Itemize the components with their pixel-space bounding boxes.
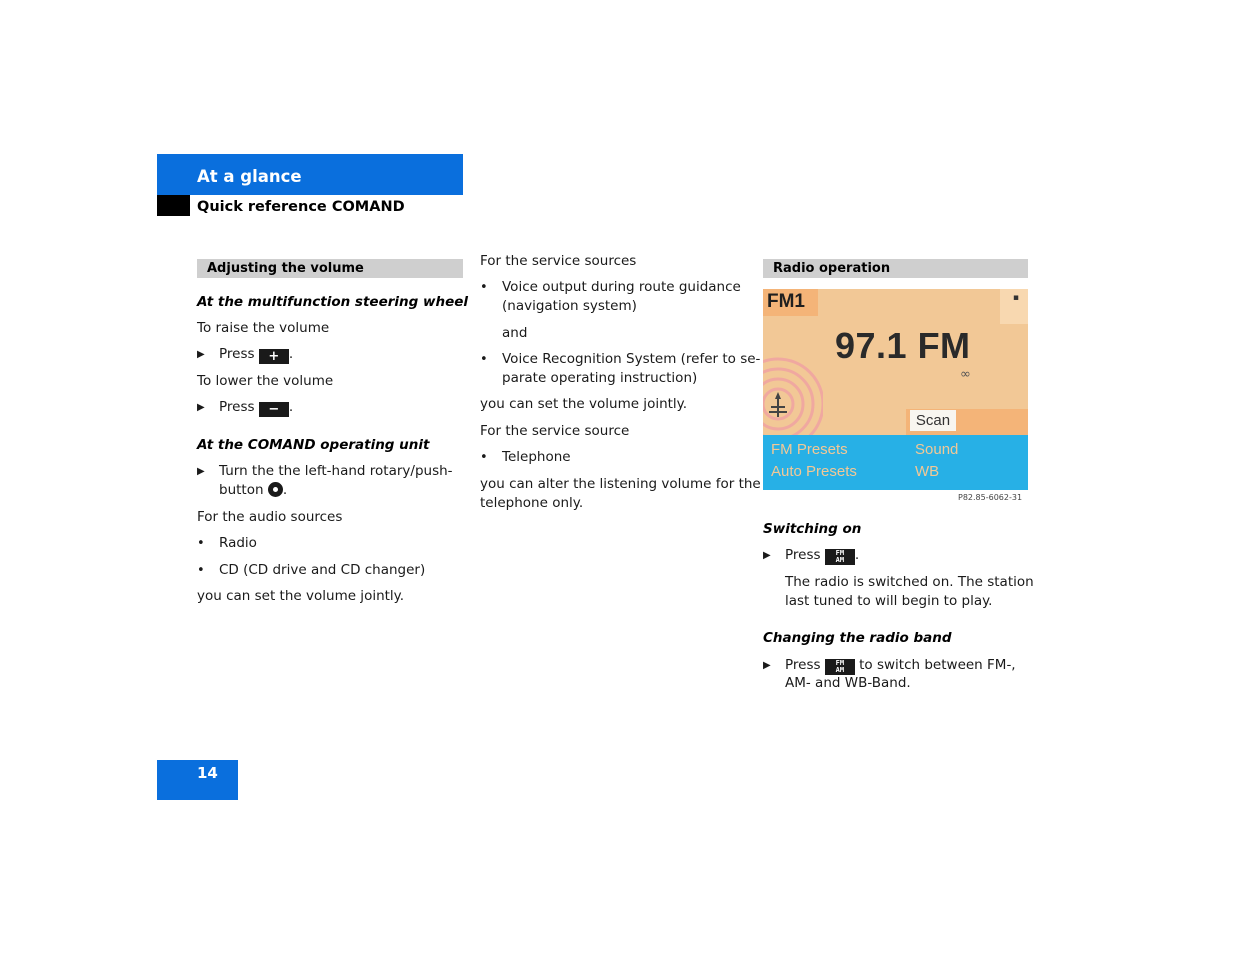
bullet-icon: • [480,280,488,295]
list-item-text: Radio [219,535,257,551]
switched-on-text-2: last tuned to will begin to play. [785,593,993,609]
switch-text-1: to switch between FM-, [859,657,1016,673]
arrow-icon: ▶ [763,660,771,671]
press-text: Press [219,346,255,362]
press-text: Press [785,657,821,673]
frequency-display: 97.1 FM [835,325,971,366]
band-label: FM1 [767,291,805,312]
menu-sound: Sound [915,441,959,458]
bullet-icon: • [480,450,488,465]
lower-volume-label: To lower the volume [197,373,334,389]
section-heading-radio: Radio operation [763,259,1028,278]
header-marker [157,195,190,216]
bullet-icon: • [480,352,488,367]
image-caption: P82.85-6062-31 [958,493,1023,502]
fm-am-key-icon: FM AM [825,659,855,675]
alter-text-2: telephone only. [480,495,584,511]
alter-text-1: you can alter the listening volume for the [480,476,761,492]
turn-line-2: button [219,482,264,498]
signal-icon: ▪ [1012,293,1019,303]
switched-on-text-1: The radio is switched on. The station [785,574,1034,590]
audio-sources-label: For the audio sources [197,509,343,525]
press-text: Press [219,399,255,415]
scan-button: Scan [910,410,956,431]
list-item-text: CD (CD drive and CD changer) [219,562,426,578]
menu-wb: WB [915,463,940,480]
raise-volume-label: To raise the volume [197,320,330,336]
bullet-icon: • [197,563,205,578]
fm-am-key-icon: FM AM [825,549,855,565]
arrow-icon: ▶ [197,349,205,360]
list-item-text: (navigation system) [502,298,637,314]
menu-fm-presets: FM Presets [771,441,848,458]
service-sources-label: For the service sources [480,253,637,269]
and-text: and [502,325,528,341]
plus-key-icon: + [259,349,289,364]
section-subtitle: Quick reference COMAND [197,199,405,215]
list-item-text: Voice output during route guidance [502,279,741,295]
subheading-steering-wheel: At the multifunction steering wheel [197,294,469,310]
rotary-knob-icon [268,482,283,497]
turn-line-1: Turn the the left-hand rotary/push- [219,463,453,479]
list-item-text: Telephone [502,449,571,465]
arrow-icon: ▶ [197,466,205,477]
page-number: 14 [197,764,218,782]
arrow-icon: ▶ [763,550,771,561]
minus-key-icon: − [259,402,289,417]
section-heading-volume: Adjusting the volume [197,259,463,278]
list-item-text: Voice Recognition System (refer to se- [502,351,761,367]
press-text: Press [785,547,821,563]
chapter-title: At a glance [197,167,302,186]
jointly-text: you can set the volume jointly. [197,588,405,604]
stereo-icon: ∞ [960,367,971,382]
subheading-operating-unit: At the COMAND operating unit [197,437,430,453]
jointly-text: you can set the volume jointly. [480,396,688,412]
subheading-switching-on: Switching on [763,521,862,537]
arrow-icon: ▶ [197,402,205,413]
list-item-text: parate operating instruction) [502,370,698,386]
service-source-label: For the service source [480,423,630,439]
bullet-icon: • [197,536,205,551]
menu-auto-presets: Auto Presets [771,463,857,480]
radio-display-image [763,289,1028,490]
switch-text-2: AM- and WB-Band. [785,675,911,691]
subheading-changing-band: Changing the radio band [763,630,952,646]
